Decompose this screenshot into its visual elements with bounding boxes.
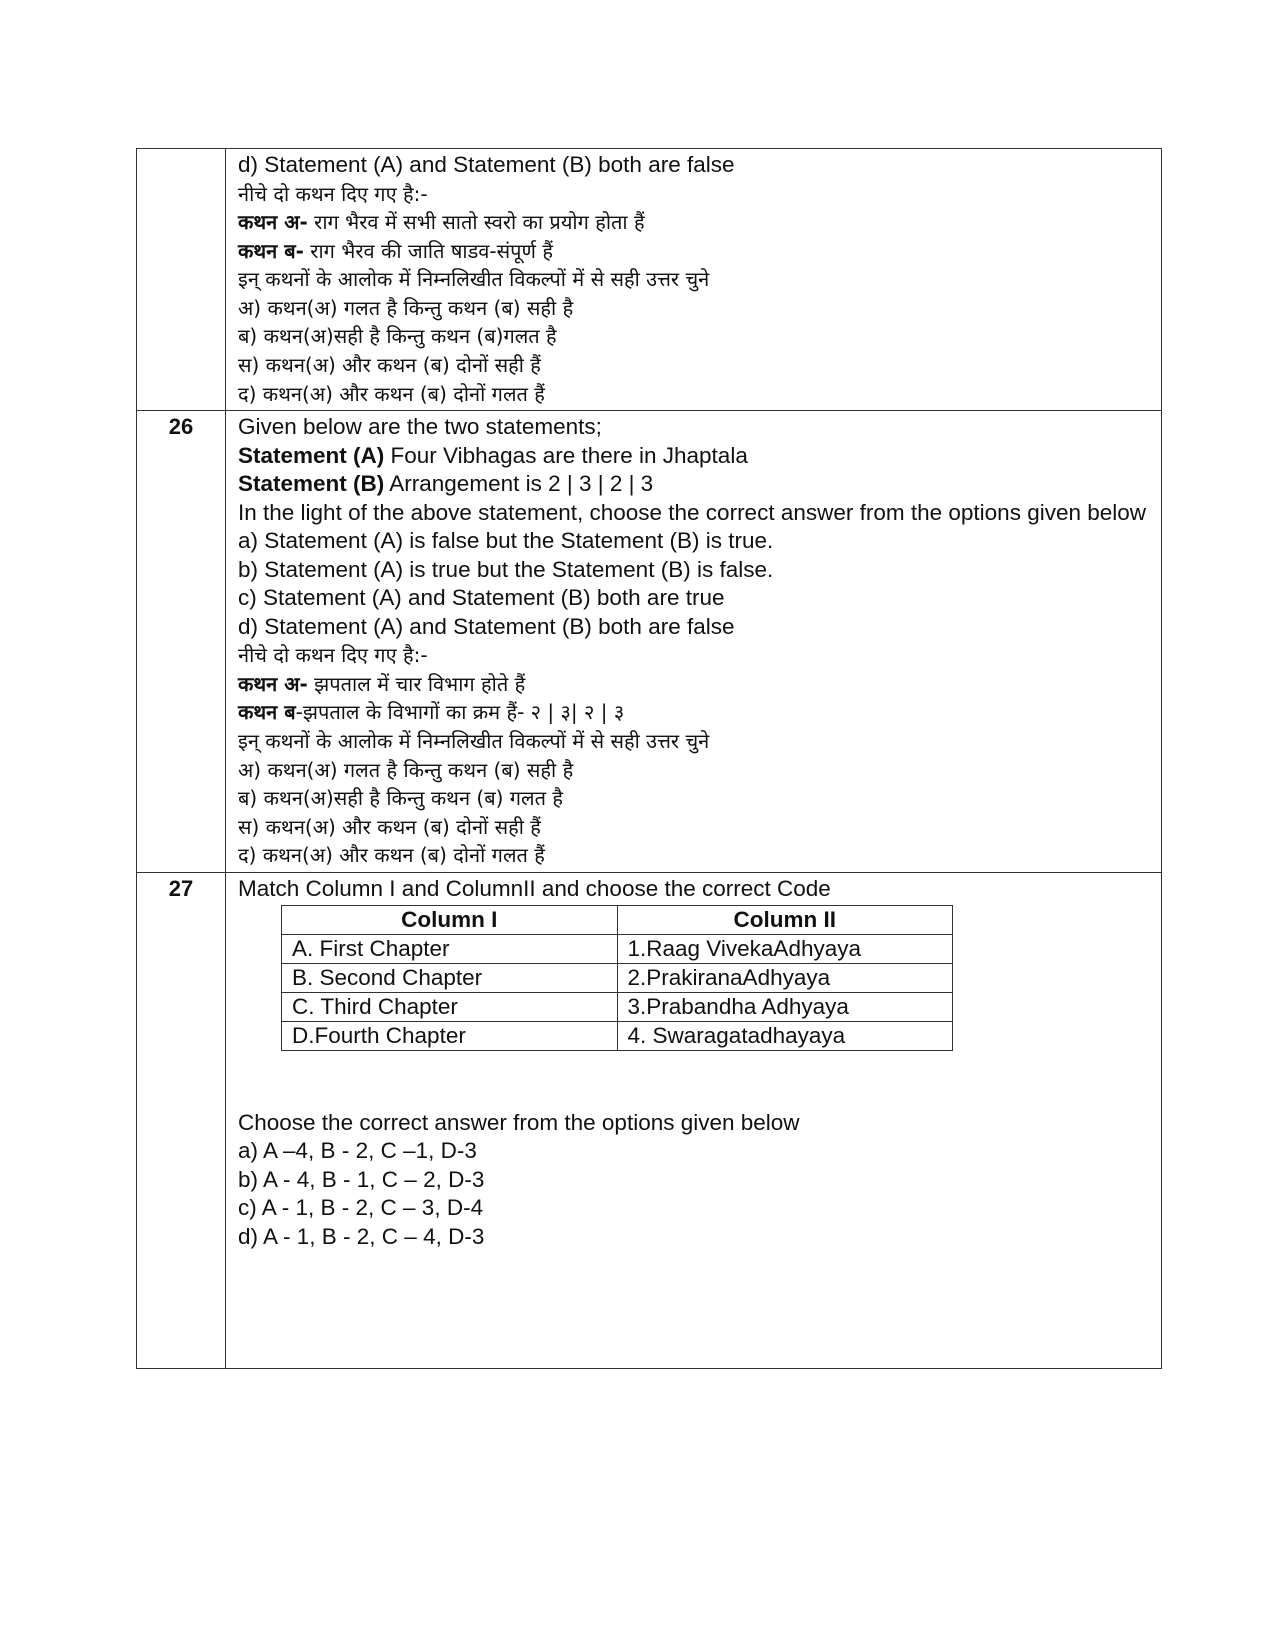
hindi-option: अ) कथन(अ) गलत है किन्तु कथन (ब) सही है [238,295,574,320]
question-intro: Given below are the two statements; [238,414,602,440]
hindi-statement-a [238,208,1149,237]
hindi-option: अ) कथन(अ) गलत है किन्तु कथन (ब) सही है [238,757,574,782]
question-row-25-continued [137,149,1162,411]
hindi-instruction: इन् कथनों के आलोक में निम्नलिखीत विकल्पों में से सही उत्तर चुने [238,267,710,292]
question-content [226,411,1162,873]
table-row [282,934,953,963]
hindi-statement-a-label: कथन अ- [238,210,308,235]
statement-a-text: Four Vibhagas are there in Jhaptala [384,442,748,468]
table-row [282,963,953,992]
table-cell: 3.Prabandha Adhyaya [617,992,953,1021]
hindi-option: स) कथन(अ) और कथन (ब) दोनों सही हैं [238,353,541,378]
question-instruction: In the light of the above statement, choose the correct answer from the options given below [238,499,1147,525]
table-cell: 4. Swaragatadhayaya [617,1021,953,1050]
statement-b-label: Statement (B) [238,471,385,497]
table-cell: D.Fourth Chapter [282,1021,618,1050]
hindi-statement-a-text: राग भैरव में सभी सातो स्वरो का प्रयोग होता हैं [307,210,645,235]
option-a: a) Statement (A) is false but the Statement (B) is true. [238,528,774,554]
hindi-intro: नीचे दो कथन दिए गए है:- [238,643,428,668]
table-row [282,992,953,1021]
spacer [238,1251,1149,1366]
match-table-header [282,905,953,934]
question-table [136,148,1162,1369]
hindi-statement-b-label: कथन ब [238,700,296,725]
table-cell: 1.Raag VivekaAdhyaya [617,934,953,963]
spacer [238,1051,1149,1109]
option-b: b) Statement (A) is true but the Statement (B) is false. [238,556,774,582]
hindi-option: ब) कथन(अ)सही है किन्तु कथन (ब) गलत है [238,786,563,811]
statement-a [238,442,1149,471]
statement-b-text: Arrangement is 2 | 3 | 2 | 3 [384,471,654,497]
hindi-statement-a [238,670,1149,699]
table-cell: B. Second Chapter [282,963,618,992]
question-number-cell [137,149,226,411]
option-d: d) Statement (A) and Statement (B) both are false [238,152,735,177]
question-number: 27 [137,873,226,1369]
question-content [226,149,1162,411]
statement-b [238,470,1149,499]
hindi-option: द) कथन(अ) और कथन (ब) दोनों गलत हैं [238,843,545,868]
hindi-option: द) कथन(अ) और कथन (ब) दोनों गलत हैं [238,381,545,406]
hindi-statement-b-text: राग भैरव की जाति षाडव-संपूर्ण हैं [303,238,553,263]
hindi-statement-a-text: झपताल में चार विभाग होते हैं [307,671,526,696]
hindi-statement-b-text: -झपताल के विभागों का क्रम हैं- २ | ३| २ | ३ [295,700,625,725]
hindi-statement-a-label: कथन अ- [238,671,308,696]
question-content [226,873,1162,1369]
hindi-option: स) कथन(अ) और कथन (ब) दोनों सही हैं [238,814,541,839]
option-c: c) A - 1, B - 2, C – 3, D-4 [238,1195,484,1220]
statement-a-label: Statement (A) [238,442,385,468]
option-c: c) Statement (A) and Statement (B) both are true [238,585,725,611]
option-d: d) A - 1, B - 2, C – 4, D-3 [238,1223,485,1249]
column-header: Column II [617,905,953,934]
option-b: b) A - 4, B - 1, C – 2, D-3 [238,1166,485,1192]
hindi-intro: नीचे दो कथन दिए गए है:- [238,181,428,206]
option-d: d) Statement (A) and Statement (B) both are false [238,613,735,639]
table-row [282,1021,953,1050]
hindi-statement-b [238,698,1149,727]
hindi-option: ब) कथन(अ)सही है किन्तु कथन (ब)गलत है [238,324,557,349]
question-number: 26 [137,411,226,873]
option-a: a) A –4, B - 2, C –1, D-3 [238,1138,477,1163]
hindi-instruction: इन् कथनों के आलोक में निम्नलिखीत विकल्पों में से सही उत्तर चुने [238,729,710,754]
match-table [281,905,953,1051]
question-instruction: Choose the correct answer from the options given below [238,1109,800,1135]
question-row-27 [137,873,1162,1369]
table-cell: 2.PrakiranaAdhyaya [617,963,953,992]
question-row-26 [137,411,1162,873]
hindi-statement-b-label: कथन ब- [238,238,304,263]
table-cell: C. Third Chapter [282,992,618,1021]
question-intro: Match Column I and ColumnII and choose the correct Code [238,876,831,901]
table-cell: A. First Chapter [282,934,618,963]
hindi-statement-b [238,237,1149,266]
column-header: Column I [282,905,618,934]
